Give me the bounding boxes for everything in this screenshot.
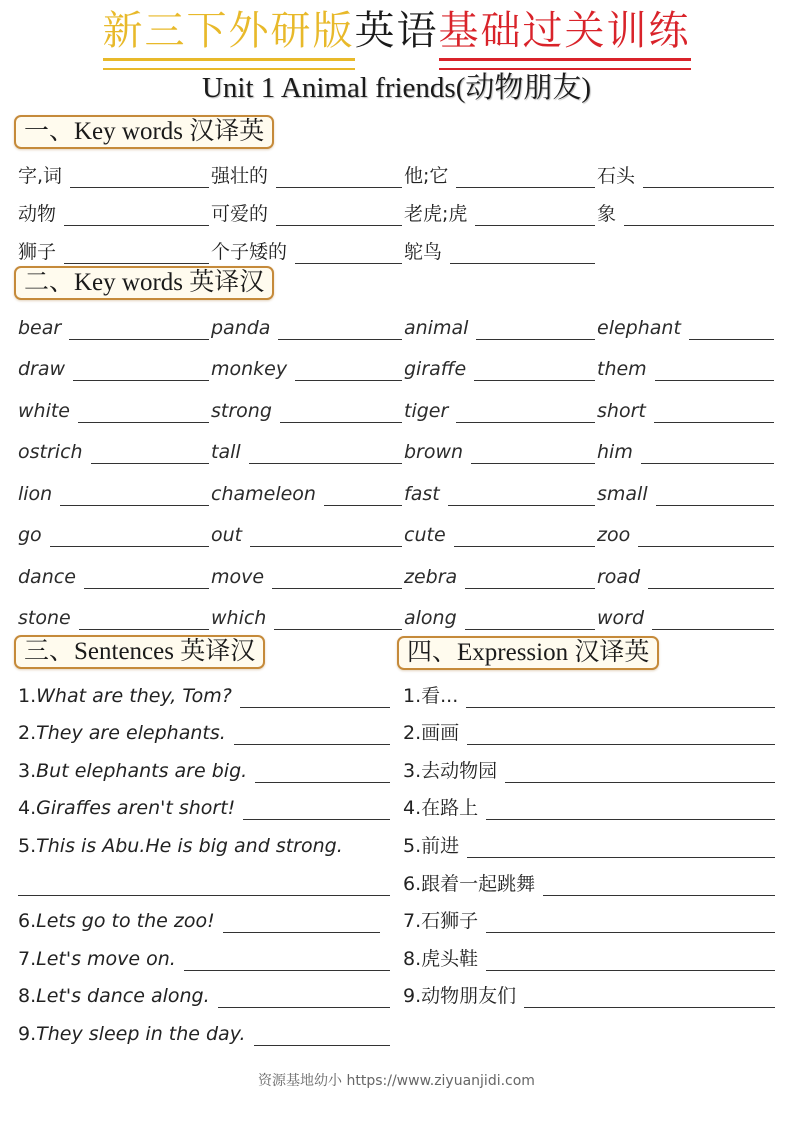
answer-blank[interactable] [465,571,595,589]
vocab-item [597,340,776,382]
sentence-text: Let's dance along. [36,985,210,1008]
answer-blank[interactable] [250,529,402,547]
sentence-number: 8. [18,985,37,1008]
answer-blank[interactable] [78,405,209,423]
vocab-item [18,340,211,382]
vocab-item [597,150,776,188]
sentence-prompt [18,909,223,933]
answer-blank[interactable] [64,246,209,264]
vocab-item [404,506,597,548]
answer-blank[interactable] [223,915,380,933]
answer-blank[interactable] [249,446,402,464]
expression-prompt: 8.虎头鞋 [403,947,479,970]
vocab-item [211,506,404,548]
vocab-item [404,188,597,226]
sentence-item [18,708,390,746]
vocab-prompt: out [211,524,243,546]
answer-blank[interactable] [652,612,774,630]
vocab-prompt: monkey [211,358,288,380]
vocab-item [18,150,211,188]
expression-item [403,971,775,1009]
title-subject: 英语 [354,8,439,54]
answer-blank[interactable] [467,727,775,745]
key-words-en-cn-grid [18,298,776,630]
section-heading-key-words-cn-en: 一、Key words 汉译英 [14,115,274,149]
sentence-prompt [18,796,243,820]
answer-blank[interactable] [50,529,209,547]
vocab-item [211,381,404,423]
vocab-prompt: tall [211,441,241,463]
sentence-text: They sleep in the day. [36,1022,246,1045]
answer-blank[interactable] [73,363,209,381]
answer-blank[interactable] [295,363,402,381]
sentence-item [18,745,390,783]
sentence-text: They are elephants. [36,722,226,745]
vocab-item [211,340,404,382]
vocab-item [211,423,404,465]
answer-blank[interactable] [254,1028,390,1046]
vocab-item [211,226,404,264]
vocab-item [597,381,776,423]
vocab-item [18,506,211,548]
sentence-number: 4. [18,797,37,820]
vocab-prompt: brown [404,441,464,463]
vocab-item [404,589,597,631]
expression-item [403,670,775,708]
expression-prompt: 2.画画 [403,722,460,745]
expression-prompt: 6.跟着一起跳舞 [403,872,536,895]
vocab-item [597,423,776,465]
vocab-prompt: 可爱的 [211,203,269,225]
vocab-prompt: go [18,524,42,546]
answer-blank[interactable] [276,208,402,226]
vocab-item [597,464,776,506]
vocab-prompt: 石头 [597,165,636,187]
sentence-text: Let's move on. [36,947,176,970]
vocab-prompt: along [404,607,457,629]
vocab-prompt: cute [404,524,446,546]
vocab-item [211,298,404,340]
answer-blank[interactable] [486,802,775,820]
vocab-prompt: tiger [404,399,449,422]
vocab-item [597,547,776,589]
vocab-prompt: road [597,565,641,588]
vocab-item [404,547,597,589]
sentence-number: 2. [18,722,37,745]
answer-blank[interactable] [184,953,390,971]
sentence-item [18,971,390,1009]
expression-item [403,708,775,746]
vocab-prompt: 强壮的 [211,165,269,187]
vocab-item [404,298,597,340]
answer-blank[interactable] [234,727,390,745]
vocab-prompt: strong [211,399,272,422]
expression-prompt: 3.去动物园 [403,759,498,782]
expression-item [403,933,775,971]
vocab-prompt: him [597,441,633,463]
vocab-prompt: fast [404,482,440,505]
answer-blank[interactable] [638,529,774,547]
answer-blank[interactable] [450,246,595,264]
sentence-item [18,783,390,821]
vocab-item [404,464,597,506]
answer-blank[interactable] [471,446,595,464]
answer-blank[interactable] [243,802,390,820]
vocab-item [404,381,597,423]
title-edition: 新三下外研版 [103,4,355,58]
answer-blank[interactable] [60,488,209,506]
vocab-prompt: stone [18,607,71,629]
vocab-prompt: them [597,358,647,380]
vocab-item [597,506,776,548]
sentence-prompt [18,721,234,745]
answer-blank[interactable] [656,488,774,506]
vocab-item [18,589,211,631]
vocab-prompt: zebra [404,565,458,588]
vocab-prompt: white [18,399,70,422]
vocab-prompt: panda [211,316,271,339]
answer-blank[interactable] [18,878,390,896]
vocab-prompt: animal [404,316,469,339]
answer-blank[interactable] [466,690,775,708]
sentence-text: Lets go to the zoo! [36,910,215,933]
vocab-prompt: 字,词 [18,165,63,187]
vocab-item [18,547,211,589]
title-training: 基础过关训练 [439,4,691,58]
answer-blank[interactable] [641,446,774,464]
vocab-prompt: dance [18,565,76,588]
vocab-prompt: draw [18,358,66,380]
expression-prompt: 5.前进 [403,834,460,857]
key-words-cn-en-grid [18,150,776,264]
sentence-item [18,933,390,971]
vocab-item [211,150,404,188]
sentence-number: 3. [18,759,37,782]
vocab-item [211,589,404,631]
vocab-item [404,226,597,264]
vocab-item [18,423,211,465]
answer-blank[interactable] [64,208,209,226]
sentence-number: 7. [18,947,37,970]
answer-blank[interactable] [70,170,209,188]
vocab-item [18,188,211,226]
sentence-item [18,1008,390,1046]
sentence-item [18,670,390,708]
answer-blank[interactable] [272,571,402,589]
answer-blank[interactable] [456,170,595,188]
vocab-item [597,188,776,226]
vocab-prompt: lion [18,482,53,505]
sentence-prompt [18,984,218,1008]
answer-blank[interactable] [476,322,595,340]
answer-blank[interactable] [218,990,390,1008]
expression-item [403,896,775,934]
sentence-number: 5. [18,834,37,857]
sentence-number: 6. [18,910,37,933]
answer-blank[interactable] [505,765,775,783]
sentence-5-answer-line [18,858,390,896]
answer-blank[interactable] [486,915,775,933]
answer-blank[interactable] [643,170,774,188]
vocab-item [18,226,211,264]
vocab-item [404,423,597,465]
answer-blank[interactable] [467,840,775,858]
vocab-prompt: 鸵鸟 [404,241,443,263]
sentence-prompt [18,759,255,783]
sentence-item [18,820,390,858]
answer-blank[interactable] [648,571,774,589]
vocab-item [597,298,776,340]
vocab-prompt: small [597,482,648,505]
vocab-prompt: elephant [597,316,681,339]
answer-blank[interactable] [655,363,774,381]
answer-blank[interactable] [543,878,775,896]
vocab-prompt: giraffe [404,358,467,380]
vocab-prompt: move [211,565,265,588]
vocab-item [18,298,211,340]
answer-blank[interactable] [689,322,774,340]
answer-blank[interactable] [295,246,402,264]
answer-blank[interactable] [454,529,595,547]
vocab-item [211,464,404,506]
expression-item [403,783,775,821]
answer-blank[interactable] [280,405,402,423]
vocab-prompt: word [597,607,645,629]
vocab-item [404,340,597,382]
section-heading-sentences: 三、Sentences 英译汉 [14,635,265,669]
sentence-number: 9. [18,1022,37,1045]
answer-blank[interactable] [84,571,209,589]
expression-item [403,745,775,783]
expression-prompt: 1.看... [403,684,459,707]
answer-blank[interactable] [474,363,595,381]
answer-blank[interactable] [448,488,595,506]
vocab-prompt: 个子矮的 [211,241,288,263]
vocab-prompt: which [211,607,267,629]
vocab-prompt: 象 [597,203,617,225]
expression-item [403,820,775,858]
footer-source: 资源基地幼小 https://www.ziyuanjidi.com [258,1073,535,1089]
sentence-prompt [18,947,184,971]
answer-blank[interactable] [486,953,775,971]
sentences-list [18,670,390,1046]
answer-blank[interactable] [274,612,402,630]
answer-blank[interactable] [465,612,595,630]
vocab-prompt: 狮子 [18,241,57,263]
answer-blank[interactable] [475,208,595,226]
vocab-prompt: ostrich [18,441,83,463]
vocab-item [211,188,404,226]
vocab-prompt: zoo [597,524,631,546]
answer-blank[interactable] [276,170,402,188]
expression-prompt: 7.石狮子 [403,910,479,933]
expression-item [403,858,775,896]
vocab-item [18,381,211,423]
sentence-item [18,896,390,934]
worksheet-title [0,4,793,66]
expression-list [403,670,775,1008]
section-heading-key-words-en-cn: 二、Key words 英译汉 [14,266,274,300]
section-heading-expression: 四、Expression 汉译英 [397,636,659,670]
sentence-number: 1. [18,684,37,707]
answer-blank[interactable] [255,765,390,783]
answer-blank[interactable] [524,990,775,1008]
answer-blank[interactable] [324,488,402,506]
vocab-item [404,150,597,188]
answer-blank[interactable] [79,612,209,630]
answer-blank[interactable] [91,446,209,464]
expression-prompt: 9.动物朋友们 [403,985,517,1008]
vocab-item [597,589,776,631]
vocab-item [211,547,404,589]
answer-blank[interactable] [654,405,774,423]
sentence-text: Giraffes aren't short! [36,797,236,820]
answer-blank[interactable] [278,322,402,340]
sentence-prompt [18,684,240,708]
sentence-text: This is Abu.He is big and strong. [36,834,343,857]
vocab-prompt: 老虎;虎 [404,203,468,225]
answer-blank[interactable] [456,405,595,423]
answer-blank[interactable] [624,208,774,226]
sentence-prompt [18,1022,254,1046]
vocab-prompt: chameleon [211,482,316,505]
vocab-prompt: short [597,399,646,422]
vocab-item [18,464,211,506]
sentence-text: But elephants are big. [36,759,248,782]
answer-blank[interactable] [69,322,209,340]
vocab-prompt: 动物 [18,203,57,225]
vocab-prompt: 他;它 [404,165,449,187]
answer-blank[interactable] [240,690,390,708]
expression-prompt: 4.在路上 [403,797,479,820]
unit-subtitle: Unit 1 Animal friends(动物朋友) [201,72,592,104]
sentence-prompt [18,834,351,858]
vocab-prompt: bear [18,316,62,339]
sentence-text: What are they, Tom? [36,684,232,707]
